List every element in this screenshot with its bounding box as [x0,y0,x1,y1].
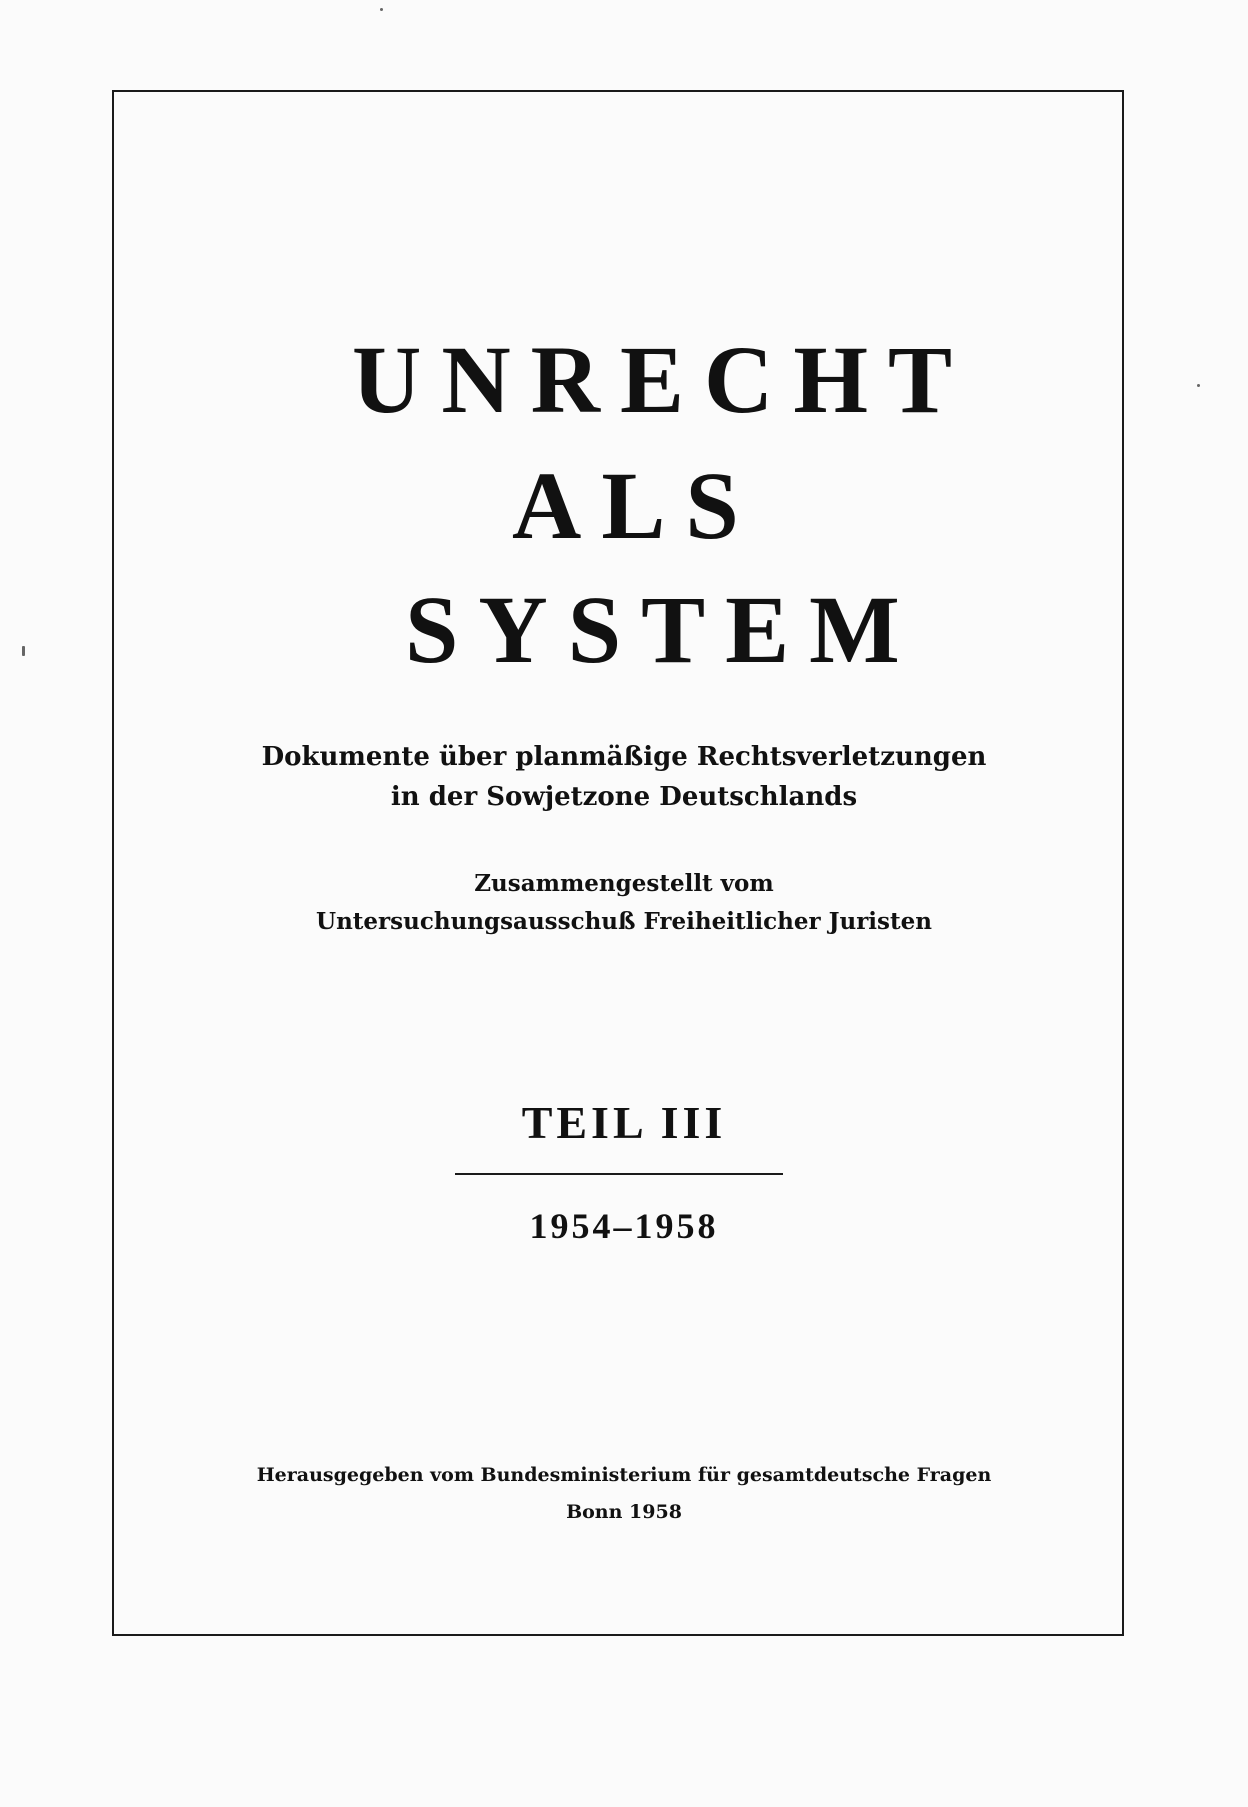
publisher-line: Herausgegeben vom Bundesministerium für gesamtdeutsche Fragen [256,1464,992,1486]
scan-speck [1197,384,1200,387]
main-title-line-2: ALS [512,452,759,559]
main-title-line-3: SYSTEM [405,576,920,683]
page-border-frame [112,90,1124,1636]
subtitle-line-2: in der Sowjetzone Deutschlands [390,782,858,812]
divider-rule [455,1173,783,1175]
compiled-by-line-1: Zusammengestellt vom [474,870,774,897]
main-title-line-1: UNRECHT [352,326,973,433]
part-label: TEIL III [521,1097,727,1148]
subtitle-line-1: Dokumente über planmäßige Rechtsverletzungen [261,742,987,772]
scan-speck [380,8,383,11]
compiled-by-line-2: Untersuchungsausschuß Freiheitlicher Juristen [316,908,932,935]
part-years: 1954–1958 [529,1206,719,1246]
scan-speck [22,646,25,656]
publication-place-year: Bonn 1958 [566,1501,682,1523]
